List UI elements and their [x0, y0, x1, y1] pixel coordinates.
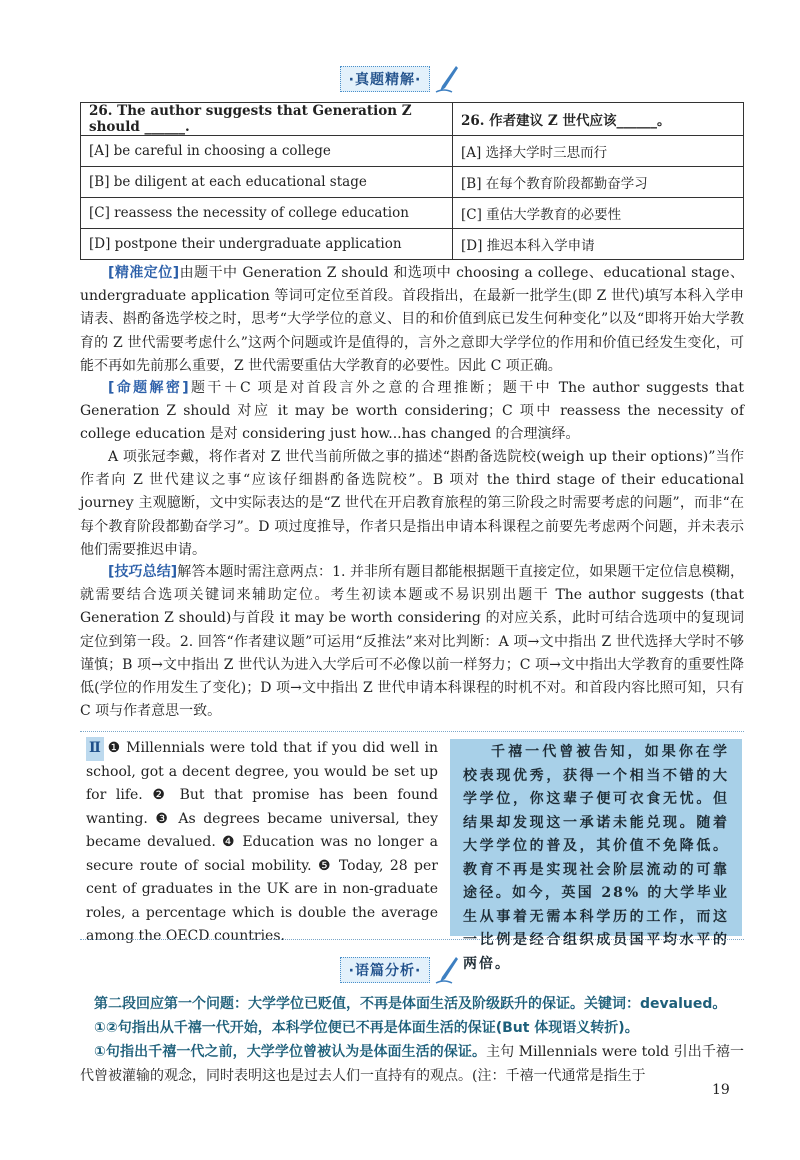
analysis-line — [80, 1041, 744, 1088]
section-header-analysis — [0, 955, 800, 985]
option-en: [C] reassess the necessity of college education — [81, 198, 453, 229]
explanation-label: [技巧总结] — [108, 564, 178, 580]
option-zh: [A] 选择大学时三思而行 — [453, 136, 744, 167]
passage-english — [86, 737, 438, 949]
analysis-bold: ①②句指出从千禧一代开始，本科学位便已不再是体面生活的保证(But 体现语义转折)。 — [94, 1020, 639, 1036]
question-zh: 26. 作者建议 Z 世代应该______。 — [453, 103, 744, 136]
divider — [80, 731, 744, 732]
page-number: 19 — [712, 1082, 730, 1098]
option-row — [81, 167, 744, 198]
option-zh: [D] 推迟本科入学申请 — [453, 229, 744, 260]
option-en: [B] be diligent at each educational stage — [81, 167, 453, 198]
analysis-line — [80, 993, 744, 1017]
explanation-paragraph — [80, 377, 744, 447]
option-zh: [B] 在每个教育阶段都勤奋学习 — [453, 167, 744, 198]
option-en: [D] postpone their undergraduate application — [81, 229, 453, 260]
paragraph-marker: Ⅱ — [86, 737, 104, 761]
option-en: [A] be careful in choosing a college — [81, 136, 453, 167]
explanation-text: 解答本题时需注意两点：1. 并非所有题目都能根据题干直接定位，如果题干定位信息模糊，就需要结合选项关键词来辅助定位。考生初读本题或不易识别出题干 The author suggests (that Generation Z should)与首段 it may be worth considering 的对应关系，此时可结合选项中的复现词定位到第一段。2. 回答“作者建议题”可运用“反推法”来对比判断：A 项→文中指出 Z 世代选择大学时不够谨慎；B 项→文中指出 Z 世代认为进入大学后可不必像以前一样努力；C 项→文中指出大学教育的重要性降低(学位的作用发生了变化)；D 项→文中指出 Z 世代申请本科课程的时机不对。和首段内容比照可知，只有 C 项与作者意思一致。 — [80, 564, 745, 720]
option-row — [81, 136, 744, 167]
option-row — [81, 198, 744, 229]
explanation-label: [命题解密] — [108, 380, 189, 396]
question-table — [80, 102, 744, 260]
question-row — [81, 103, 744, 136]
explanation-text: A 项张冠李戴，将作者对 Z 世代当前所做之事的描述“斟酌备选院校(weigh up their options)”当作作者向 Z 世代建议之事“应该仔细斟酌备选院校”。B 项对 the third stage of their educational journey 主观臆断，文中实际表达的是“Z 世代在开启教育旅程的第三阶段之时需要考虑的问题”，而非“在每个教育阶段都勤奋学习”。D 项过度推导，作者只是指出申请本科课程之前要先考虑两个问题，并未表示他们需要推迟申请。 — [80, 449, 744, 558]
pen-icon — [434, 955, 460, 985]
passage-text: ❶ Millennials were told that if you did well in school, got a decent degree, you would be set up for life. ❷ But that promise has been found wanting. ❸ As degrees became universal, they became devalued. ❹ Education was no longer a secure route of social mobility. ❺ Today, 28 per cent of graduates in the UK are in non-graduate roles, a percentage which is double the average among the OECD countries. — [86, 740, 438, 944]
explanation-paragraph — [80, 561, 744, 723]
section-title: ·语篇分析· — [340, 957, 431, 983]
explanation-text: 题干＋C 项是对首段言外之意的合理推断；题干中 The author suggests that Generation Z should 对应 it may be worth considering；C 项中 reassess the necessity of college education 是对 considering just how...has changed 的合理演绎。 — [80, 380, 745, 443]
section-title: ·真题精解· — [340, 66, 431, 92]
analysis-text: 主句 Millennials were told 引出千禧一代曾被灌输的观念，同时表明这也是过去人们一直持有的观点。(注：千禧一代通常是指生于 — [80, 1044, 744, 1084]
option-zh: [C] 重估大学教育的必要性 — [453, 198, 744, 229]
option-row — [81, 229, 744, 260]
analysis-line — [80, 1017, 744, 1041]
question-en: 26. The author suggests that Generation Z should ______. — [81, 103, 453, 136]
analysis-bold: ①句指出千禧一代之前，大学学位曾被认为是体面生活的保证。 — [94, 1044, 487, 1060]
explanation-paragraph — [80, 262, 744, 378]
passage-translation: 千禧一代曾被告知，如果你在学校表现优秀，获得一个相当不错的大学学位，你这辈子便可衣食无忧。但结果却发现这一承诺未能兑现。随着大学学位的普及，其价值不免降低。教育不再是实现社会阶层流动的可靠途径。如今，英国 28% 的大学毕业生从事着无需本科学历的工作，而这一比例是经合组织成员国平均水平的两倍。 — [450, 739, 742, 936]
section-header-exam-explanation — [0, 64, 800, 94]
divider — [80, 939, 744, 940]
explanation-label: [精准定位] — [108, 265, 180, 281]
analysis-bold: 第二段回应第一个问题：大学学位已贬值，不再是体面生活及阶级跃升的保证。关键词：devalued。 — [94, 996, 727, 1012]
explanation-paragraph — [80, 446, 744, 562]
pen-icon — [434, 64, 460, 94]
explanation-text: 由题干中 Generation Z should 和选项中 choosing a college、educational stage、undergraduate application 等词可定位至首段。首段指出，在最新一批学生(即 Z 世代)填写本科入学申请表、斟酌备选学校之时，思考“大学学位的意义、目的和价值到底已发生何种变化”以及“即将开始大学教育的 Z 世代需要考虑什么”这两个问题或许是值得的，言外之意即大学学位的作用和价值已经发生变化，可能不再如先前那么重要，Z 世代需要重估大学教育的必要性。因此 C 项正确。 — [80, 265, 745, 374]
